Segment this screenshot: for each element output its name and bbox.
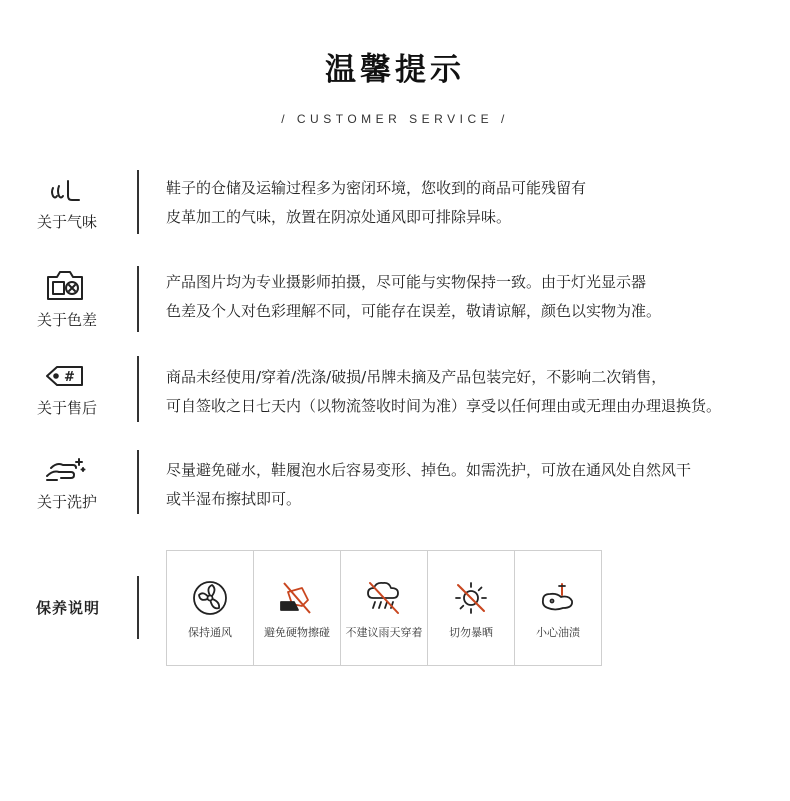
notice-line: 尽量避免碰水，鞋履泡水后容易变形、掉色。如需洗护，可放在通风处自然风干	[166, 461, 692, 479]
notice-line: 产品图片均为专业摄影师拍摄，尽可能与实物保持一致。由于灯光显示器	[166, 273, 647, 291]
care-divider	[137, 576, 139, 639]
smell-icon	[40, 174, 90, 208]
camera-icon	[40, 268, 90, 302]
care-item-label: 小心油渍	[536, 626, 580, 639]
page-title: 温馨提示	[325, 52, 465, 88]
care-item-oil-stain	[515, 551, 601, 665]
notice-line: 商品未经使用/穿着/洗涤/破损/吊牌未摘及产品包装完好，不影响二次销售，	[166, 368, 667, 386]
care-item-no-hard-objects	[254, 551, 341, 665]
notice-line: 鞋子的仓储及运输过程多为密闭环境，您收到的商品可能残留有	[166, 179, 587, 197]
notice-text	[166, 174, 786, 232]
care-title: 保养说明	[36, 599, 101, 617]
care-icon-strip	[166, 550, 602, 666]
notice-line: 或半湿布擦拭即可。	[166, 490, 302, 508]
notice-line: 可自签收之日七天内（以物流签收时间为准）享受以任何理由或无理由办理退换货。	[166, 397, 722, 415]
no-hard-objects-icon	[277, 578, 317, 618]
notice-divider	[137, 170, 139, 234]
no-sun-icon	[451, 578, 491, 618]
svg-text:#: #	[64, 370, 75, 385]
notice-divider	[137, 356, 139, 422]
no-rain-icon	[364, 578, 404, 618]
notice-divider	[137, 450, 139, 514]
page-subtitle: / CUSTOMER SERVICE /	[281, 112, 509, 126]
notice-label: 关于气味	[36, 213, 97, 231]
notice-label: 关于售后	[36, 399, 97, 417]
notice-label: 关于洗护	[36, 493, 97, 511]
notice-text	[166, 456, 786, 514]
notice-text	[166, 268, 786, 326]
price-tag-icon	[40, 359, 90, 393]
care-item-label: 保持通风	[188, 626, 232, 639]
oil-stain-icon	[538, 578, 578, 618]
care-item-ventilation	[167, 551, 254, 665]
care-item-no-sun	[428, 551, 515, 665]
care-item-label: 不建议雨天穿着	[345, 626, 423, 639]
care-item-no-rain	[341, 551, 428, 665]
notice-divider	[137, 266, 139, 332]
care-item-label: 避免硬物擦碰	[264, 626, 330, 639]
notice-label: 关于色差	[36, 311, 97, 329]
care-item-label: 切勿暴晒	[449, 626, 493, 639]
fan-icon	[190, 578, 230, 618]
notice-line: 色差及个人对色彩理解不同，可能存在误差，敬请谅解，颜色以实物为准。	[166, 302, 662, 320]
notice-line: 皮革加工的气味，放置在阴凉处通风即可排除异味。	[166, 208, 512, 226]
washing-hands-icon	[40, 452, 90, 486]
notice-text	[166, 363, 786, 421]
